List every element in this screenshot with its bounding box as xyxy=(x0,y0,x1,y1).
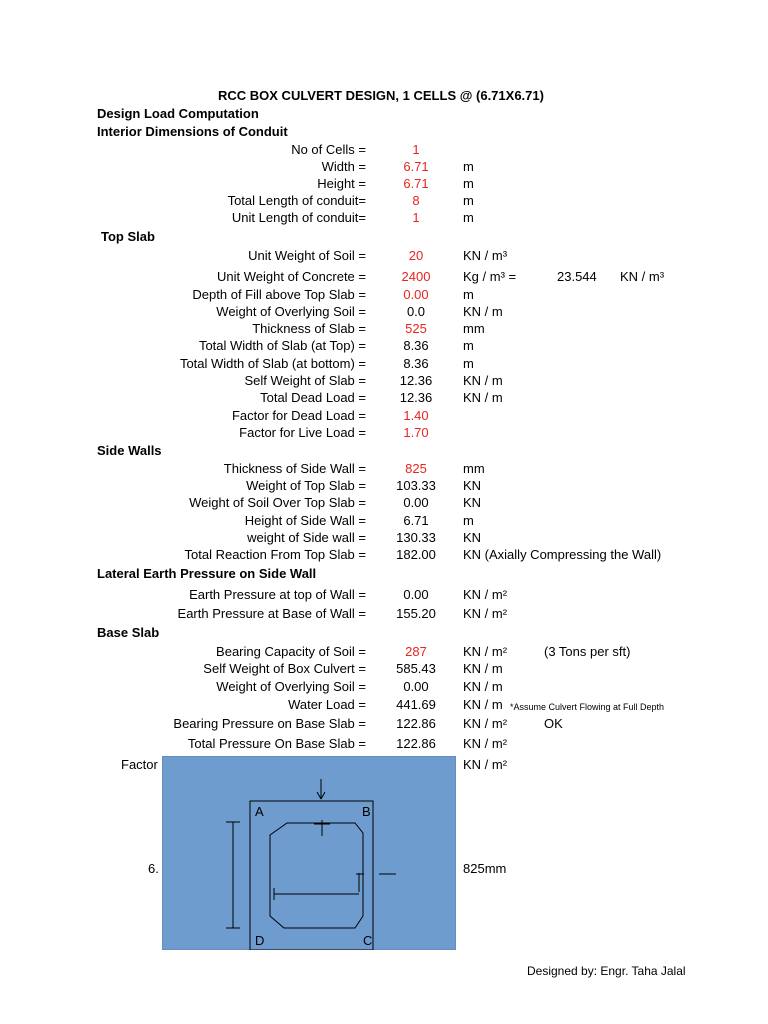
base-slab-note: (3 Tons per sft) xyxy=(544,644,631,659)
base-slab-unit: KN / m² xyxy=(463,716,508,731)
base-slab-unit: KN / m² xyxy=(463,644,508,659)
interior-unit: m xyxy=(463,176,474,191)
top-slab-label: Factor for Live Load = xyxy=(239,425,366,440)
top-slab-label: Total Width of Slab (at bottom) = xyxy=(179,356,366,371)
top-slab-unit: m xyxy=(463,338,474,353)
base-slab-value: 0.00 xyxy=(403,679,429,694)
side-wall-unit: m xyxy=(463,513,474,528)
factor-unit: KN / m² xyxy=(463,757,508,772)
side-wall-value: 825 xyxy=(405,461,427,476)
side-wall-label: Total Reaction From Top Slab = xyxy=(184,547,366,562)
side-wall-label: Weight of Top Slab = xyxy=(246,478,366,493)
top-slab-value: 12.36 xyxy=(399,373,433,388)
base-slab-value: 122.86 xyxy=(396,716,436,731)
base-slab-unit: KN / m xyxy=(463,697,503,712)
section-side-walls: Side Walls xyxy=(97,443,162,458)
left-dimension-partial: 6. xyxy=(148,861,159,876)
base-slab-note: *Assume Culvert Flowing at Full Depth xyxy=(510,702,665,712)
side-wall-unit: KN xyxy=(463,495,482,510)
top-slab-label: Depth of Fill above Top Slab = xyxy=(192,287,366,302)
top-slab-label: Weight of Overlying Soil = xyxy=(216,304,366,319)
side-wall-value: 130.33 xyxy=(396,530,436,545)
interior-unit: m xyxy=(463,193,474,208)
top-slab-value: 8.36 xyxy=(403,338,429,353)
interior-label: Height = xyxy=(317,176,366,191)
top-slab-unit: KN / m³ xyxy=(463,248,508,263)
lateral-value: 155.20 xyxy=(396,606,436,621)
section-top-slab: Top Slab xyxy=(101,229,155,244)
top-slab-value: 1.70 xyxy=(403,425,429,440)
base-slab-unit: KN / m² xyxy=(463,736,508,751)
top-slab-label: Factor for Dead Load = xyxy=(231,408,366,423)
section-interior-dimensions: Interior Dimensions of Conduit xyxy=(97,124,288,139)
top-slab-unit: mm xyxy=(463,321,485,336)
section-lateral-earth-pressure: Lateral Earth Pressure on Side Wall xyxy=(97,566,317,581)
top-slab-label: Thickness of Slab = xyxy=(252,321,366,336)
designer-credit: Designed by: Engr. Taha Jalal xyxy=(527,964,686,978)
top-slab-unit: m xyxy=(463,287,474,302)
side-wall-label: Height of Side Wall = xyxy=(244,513,366,528)
corner-b-label: B xyxy=(362,804,371,819)
top-slab-label: Self Weight of Slab = xyxy=(244,373,366,388)
side-wall-unit: KN (Axially Compressing the Wall) xyxy=(463,547,662,562)
diagram-background xyxy=(162,756,456,950)
side-wall-unit: KN xyxy=(463,478,482,493)
lateral-unit: KN / m² xyxy=(463,587,508,602)
interior-label: Width = xyxy=(321,159,366,174)
side-wall-unit: KN xyxy=(463,530,482,545)
lateral-unit: KN / m² xyxy=(463,606,508,621)
concrete-weight-converted: 23.544 xyxy=(557,269,597,284)
lateral-value: 0.00 xyxy=(403,587,429,602)
top-slab-value: 1.40 xyxy=(403,408,429,423)
lateral-label: Earth Pressure at top of Wall = xyxy=(189,587,366,602)
base-slab-value: 441.69 xyxy=(396,697,436,712)
section-design-load: Design Load Computation xyxy=(97,106,259,121)
top-slab-label: Unit Weight of Soil = xyxy=(248,248,366,263)
interior-value: 1 xyxy=(412,142,420,157)
concrete-weight-converted-unit: KN / m³ xyxy=(620,269,665,284)
interior-value: 6.71 xyxy=(403,176,429,191)
side-wall-value: 103.33 xyxy=(396,478,436,493)
top-slab-value: 2400 xyxy=(401,269,431,284)
top-slab-unit: KN / m xyxy=(463,304,503,319)
section-base-slab: Base Slab xyxy=(97,625,160,640)
base-slab-note: OK xyxy=(544,716,563,731)
top-slab-value: 20 xyxy=(408,248,424,263)
corner-c-label: C xyxy=(363,933,373,948)
top-slab-label: Total Width of Slab (at Top) = xyxy=(198,338,366,353)
top-slab-label: Unit Weight of Concrete = xyxy=(217,269,366,284)
top-slab-unit: KN / m xyxy=(463,373,503,388)
side-wall-label: Weight of Soil Over Top Slab = xyxy=(189,495,366,510)
top-slab-unit: Kg / m³ = xyxy=(463,269,517,284)
interior-unit: m xyxy=(463,210,474,225)
top-slab-label: Total Dead Load = xyxy=(260,390,366,405)
top-slab-unit: KN / m xyxy=(463,390,503,405)
top-slab-value: 12.36 xyxy=(399,390,433,405)
top-slab-value: 0.00 xyxy=(403,287,429,302)
base-slab-unit: KN / m xyxy=(463,679,503,694)
interior-value: 6.71 xyxy=(403,159,429,174)
factor-label-partial: Factor xyxy=(121,757,158,772)
interior-label: No of Cells = xyxy=(291,142,366,157)
base-slab-label: Self Weight of Box Culvert = xyxy=(203,661,366,676)
side-wall-value: 182.00 xyxy=(396,547,436,562)
interior-value: 8 xyxy=(412,193,420,208)
base-slab-value: 287 xyxy=(405,644,427,659)
side-wall-label: weight of Side wall = xyxy=(247,530,366,545)
interior-label: Total Length of conduit= xyxy=(227,193,366,208)
right-dimension-label: 825mm xyxy=(463,861,507,876)
side-wall-value: 0.00 xyxy=(403,495,429,510)
interior-unit: m xyxy=(463,159,474,174)
top-slab-value: 8.36 xyxy=(403,356,429,371)
corner-a-label: A xyxy=(255,804,264,819)
side-wall-value: 6.71 xyxy=(403,513,429,528)
base-slab-label: Bearing Capacity of Soil = xyxy=(216,644,366,659)
base-slab-label: Water Load = xyxy=(288,697,366,712)
side-wall-label: Thickness of Side Wall = xyxy=(223,461,366,476)
lateral-label: Earth Pressure at Base of Wall = xyxy=(177,606,366,621)
base-slab-value: 585.43 xyxy=(396,661,436,676)
base-slab-value: 122.86 xyxy=(396,736,436,751)
base-slab-label: Bearing Pressure on Base Slab = xyxy=(173,716,366,731)
interior-value: 1 xyxy=(412,210,420,225)
top-slab-unit: m xyxy=(463,356,474,371)
corner-d-label: D xyxy=(255,933,265,948)
top-slab-value: 0.0 xyxy=(406,304,426,319)
base-slab-label: Total Pressure On Base Slab = xyxy=(187,736,366,751)
box-culvert-diagram xyxy=(162,756,456,950)
top-slab-value: 525 xyxy=(405,321,427,336)
page-title: RCC BOX CULVERT DESIGN, 1 CELLS @ (6.71X6.71) xyxy=(218,88,544,103)
interior-label: Unit Length of conduit= xyxy=(231,210,366,225)
base-slab-unit: KN / m xyxy=(463,661,503,676)
base-slab-label: Weight of Overlying Soil = xyxy=(216,679,366,694)
side-wall-unit: mm xyxy=(463,461,485,476)
